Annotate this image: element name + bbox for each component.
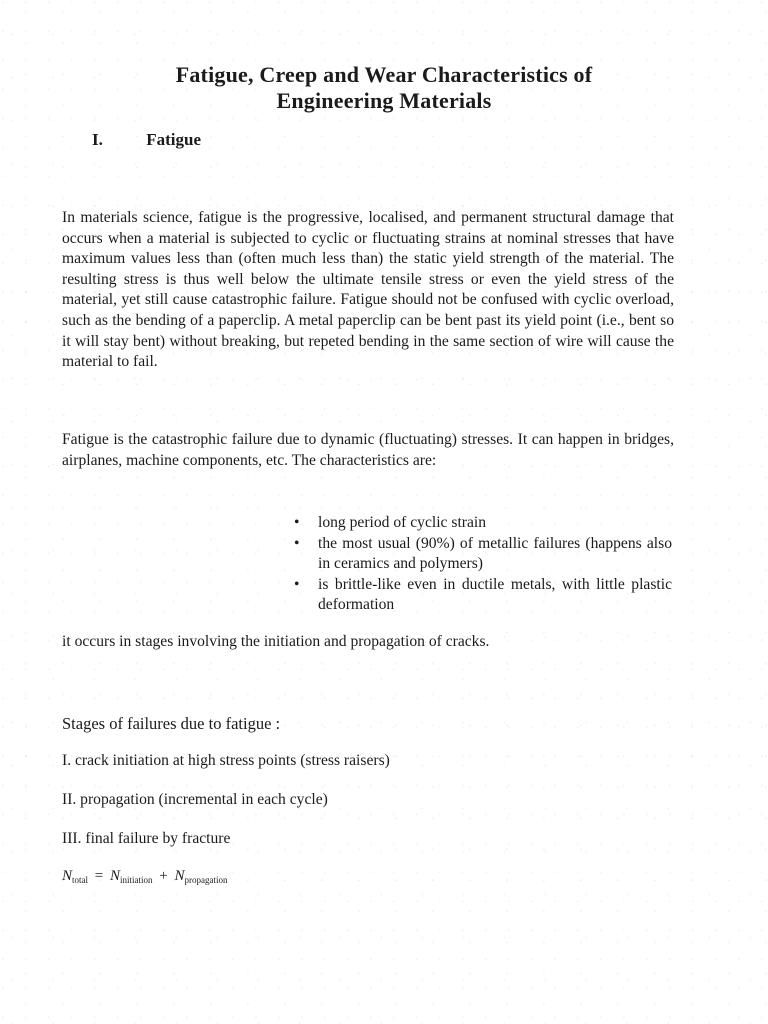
formula-sub-initiation: initiation xyxy=(120,875,153,885)
formula-sub-total: total xyxy=(72,875,89,885)
formula-n-propagation: N xyxy=(174,868,185,884)
formula-n-total: N xyxy=(62,868,73,884)
characteristics-list xyxy=(292,513,672,616)
document-title xyxy=(0,62,768,114)
stage-3: III. final failure by fracture xyxy=(62,830,231,847)
formula-n-initiation: N xyxy=(109,868,120,884)
section-heading xyxy=(92,130,201,150)
list-item: • the most usual (90%) of metallic failures (happens also in ceramics and polymers) xyxy=(292,534,672,575)
stages-intro: it occurs in stages involving the initiation and propagation of cracks. xyxy=(62,633,490,650)
title-line-2: Engineering Materials xyxy=(276,88,492,113)
paragraph-characteristics-intro: Fatigue is the catastrophic failure due to dynamic (fluctuating) stresses. It can happen in bridges, airplanes, machine components, etc. The characteristics are: xyxy=(62,431,674,469)
stage-2: II. propagation (incremental in each cycle) xyxy=(62,791,328,808)
stage-1: I. crack initiation at high stress points (stress raisers) xyxy=(62,752,390,769)
section-number: I. xyxy=(92,130,103,149)
formula-equals: = xyxy=(94,868,104,884)
formula-plus: + xyxy=(159,868,168,884)
list-item: • is brittle-like even in ductile metals, with little plastic deformation xyxy=(292,575,672,616)
title-line-1: Fatigue, Creep and Wear Characteristics of xyxy=(175,62,593,87)
stages-title: Stages of failures due to fatigue : xyxy=(62,714,281,733)
list-item: • long period of cyclic strain xyxy=(292,513,672,534)
paragraph-definition: In materials science, fatigue is the progressive, localised, and permanent structural damage that occurs when a material is subjected to cyclic or fluctuating strains at nominal stresses that have maximum values less than (often much less than) the static yield strength of the material. The resulting stress is thus well below the ultimate tensile stress or even the yield stress of the material, yet still cause catastrophic failure. Fatigue should not be confused with cyclic overload, such as the bending of a paperclip. A metal paperclip can be bent past its yield point (i.e., bent so it will stay bent) without breaking, but repeted bending in the same section of wire will cause the material to fail. xyxy=(62,209,674,371)
formula-sub-propagation: propagation xyxy=(184,875,228,885)
fatigue-life-formula xyxy=(62,868,227,885)
section-title: Fatigue xyxy=(146,130,202,149)
